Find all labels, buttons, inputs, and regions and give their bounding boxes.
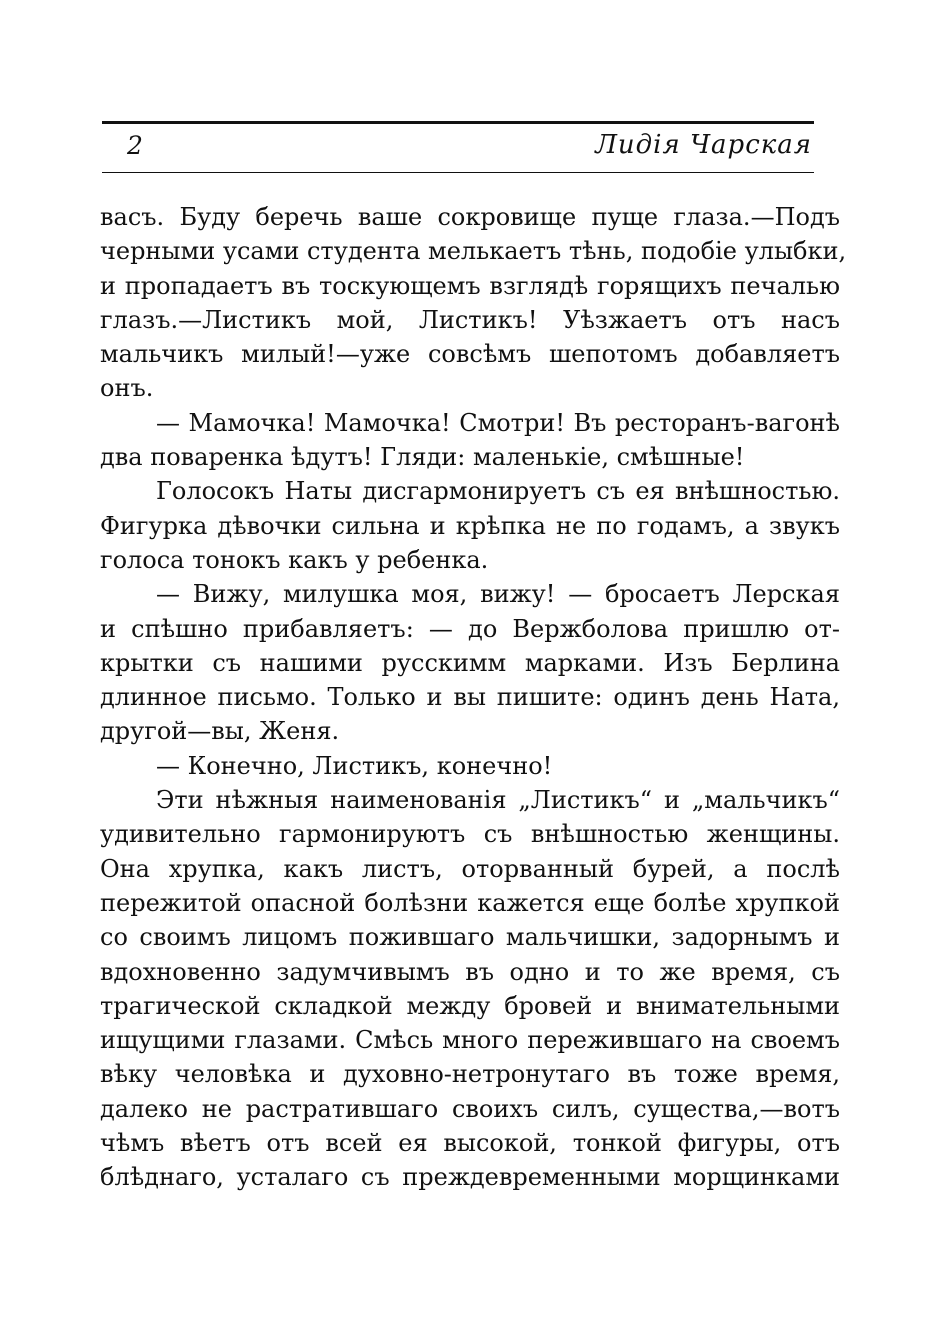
text-line: два поваренка ѣдутъ! Гляди: маленькіе, смѣшные! bbox=[100, 443, 745, 472]
text-line: — Вижу, милушка моя, вижу! — бросаетъ Лерская bbox=[156, 580, 840, 609]
text-line: — Конечно, Листикъ, конечно! bbox=[156, 751, 553, 780]
text-line: длинное письмо. Только и вы пишите: одинъ день Ната, bbox=[100, 683, 840, 712]
text-line: васъ. Буду беречь ваше сокровище пуще глаза.—Подъ bbox=[100, 203, 840, 231]
text-line: Голосокъ Наты дисгармонируетъ съ ея внѣшностью. bbox=[156, 477, 840, 506]
text-line: другой—вы, Женя. bbox=[100, 717, 340, 746]
text-line: и спѣшно прибавляетъ: — до Вержболова пришлю от- bbox=[100, 614, 840, 643]
text-line: онъ. bbox=[100, 374, 154, 403]
text-line: чѣмъ вѣетъ отъ всей ея высокой, тонкой фигуры, отъ bbox=[100, 1129, 840, 1158]
text-line: мальчикъ милый!—уже совсѣмъ шепотомъ добавляетъ bbox=[100, 340, 840, 369]
header-rule-top bbox=[102, 121, 814, 124]
text-line: со своимъ лицомъ пожившаго мальчишки, задорнымъ и bbox=[100, 923, 840, 952]
text-line: ищущими глазами. Смѣсь много пережившаго на своемъ bbox=[100, 1026, 840, 1055]
text-line: вѣку человѣка и духовно-нетронутаго въ тоже время, bbox=[100, 1060, 840, 1089]
text-line: крытки съ нашими русскимм марками. Изъ Берлина bbox=[100, 648, 840, 677]
text-line: удивительно гармонируютъ съ внѣшностью женщины. bbox=[100, 820, 840, 849]
body-text bbox=[100, 200, 847, 1195]
text-line: Фигурка дѣвочки сильна и крѣпка не по годамъ, а звукъ bbox=[100, 511, 840, 540]
running-head: Лидія Чарская bbox=[595, 130, 812, 160]
text-line: трагической складкой между бровей и внимательными bbox=[100, 991, 840, 1020]
text-line: — Мамочка! Мамочка! Смотри! Въ ресторанъ-вагонѣ bbox=[156, 408, 840, 437]
text-line: далеко не растратившаго своихъ силъ, существа,—вотъ bbox=[100, 1094, 840, 1123]
text-line: Эти нѣжныя наименованія „Листикъ“ и „мальчикъ“ bbox=[156, 786, 840, 815]
header-rule-bottom bbox=[102, 172, 814, 173]
text-line: пережитой опасной болѣзни кажется еще болѣе хрупкой bbox=[100, 888, 840, 917]
text-line: блѣднаго, усталаго съ преждевременными морщинками bbox=[100, 1163, 840, 1192]
text-line: и пропадаетъ въ тоскующемъ взглядѣ горящихъ печалью bbox=[100, 271, 840, 300]
text-line: глазъ.—Листикъ мой, Листикъ! Уѣзжаетъ отъ насъ bbox=[100, 305, 840, 334]
text-line: вдохновенно задумчивымъ въ одно и то же время, съ bbox=[100, 957, 840, 986]
text-line: Она хрупка, какъ листъ, оторванный бурей, а послѣ bbox=[100, 854, 840, 883]
text-line: голоса тонокъ какъ у ребенка. bbox=[100, 545, 489, 574]
page-number: 2 bbox=[127, 131, 143, 160]
text-line: черными усами студента мелькаетъ тѣнь, подобіе улыбки, bbox=[100, 237, 847, 266]
